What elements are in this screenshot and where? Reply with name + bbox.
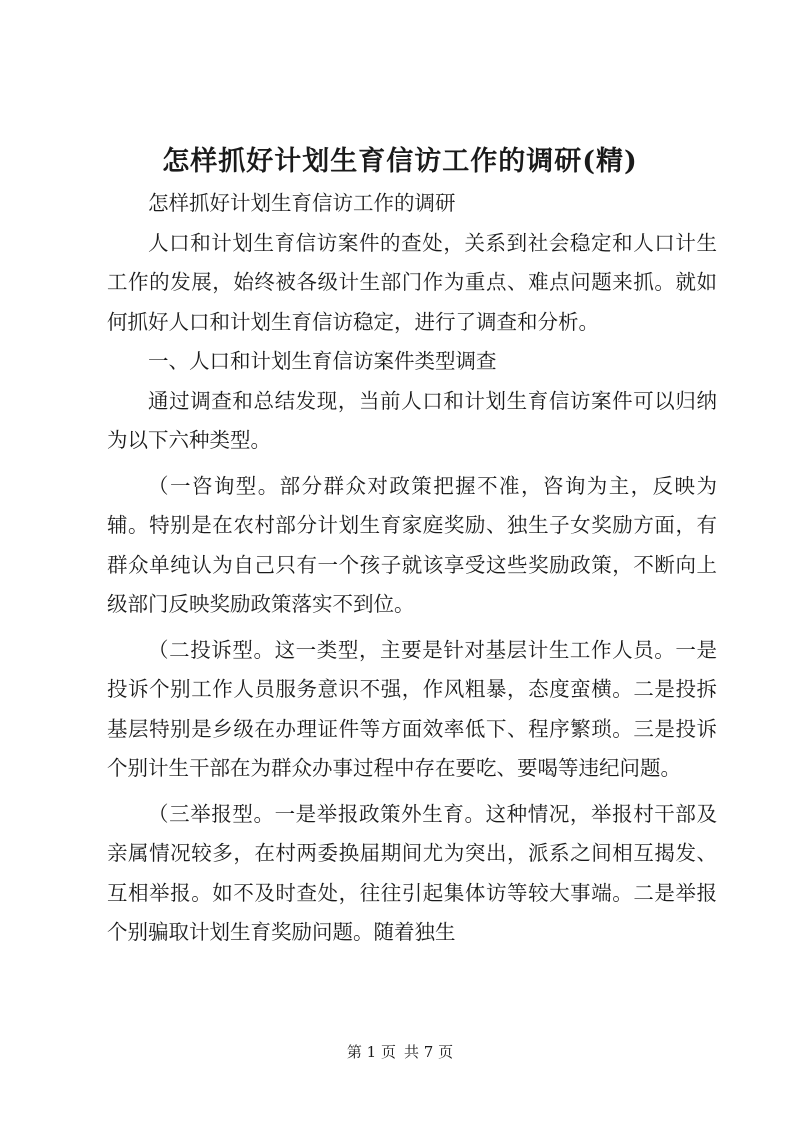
report-type-paragraph: （三举报型。一是举报政策外生育。这种情况，举报村干部及亲属情况较多，在村两委换届期间尤为突出，派系之间相互揭发、互相举报。如不及时查处，往往引起集体访等较大事端。二是举报个别骗取计划生育奖励问题。随着独生 xyxy=(107,801,717,944)
subtitle-paragraph: 怎样抓好计划生育信访工作的调研 xyxy=(148,191,456,215)
page-number: 第 1 页 xyxy=(346,1043,396,1061)
document-title: 怎样抓好计划生育信访工作的调研(精) xyxy=(162,146,638,177)
intro-paragraph: 人口和计划生育信访案件的查处，关系到社会稳定和人口计生工作的发展，始终被各级计生部门作为重点、难点问题来抓。就如何抓好人口和计划生育信访稳定，进行了调查和分析。 xyxy=(107,230,717,334)
document-body xyxy=(107,184,717,953)
consult-type-paragraph: （一咨询型。部分群众对政策把握不准，咨询为主，反映为辅。特别是在农村部分计划生育家庭奖励、独生子女奖励方面，有群众单纯认为自己只有一个孩子就该享受这些奖励政策，不断向上级部门反映奖励政策落实不到位。 xyxy=(107,473,717,616)
page-footer xyxy=(0,1042,800,1062)
section-heading: 一、人口和计划生育信访案件类型调查 xyxy=(148,349,497,373)
summary-paragraph: 通过调查和总结发现，当前人口和计划生育信访案件可以归纳为以下六种类型。 xyxy=(107,388,717,452)
page-total: 共 7 页 xyxy=(404,1043,454,1061)
complaint-type-paragraph: （二投诉型。这一类型，主要是针对基层计生工作人员。一是投诉个别工作人员服务意识不强，作风粗暴，态度蛮横。二是投拆基层特别是乡级在办理证件等方面效率低下、程序繁琐。三是投诉个别计生干部在为群众办事过程中存在要吃、要喝等违纪问题。 xyxy=(107,637,717,780)
